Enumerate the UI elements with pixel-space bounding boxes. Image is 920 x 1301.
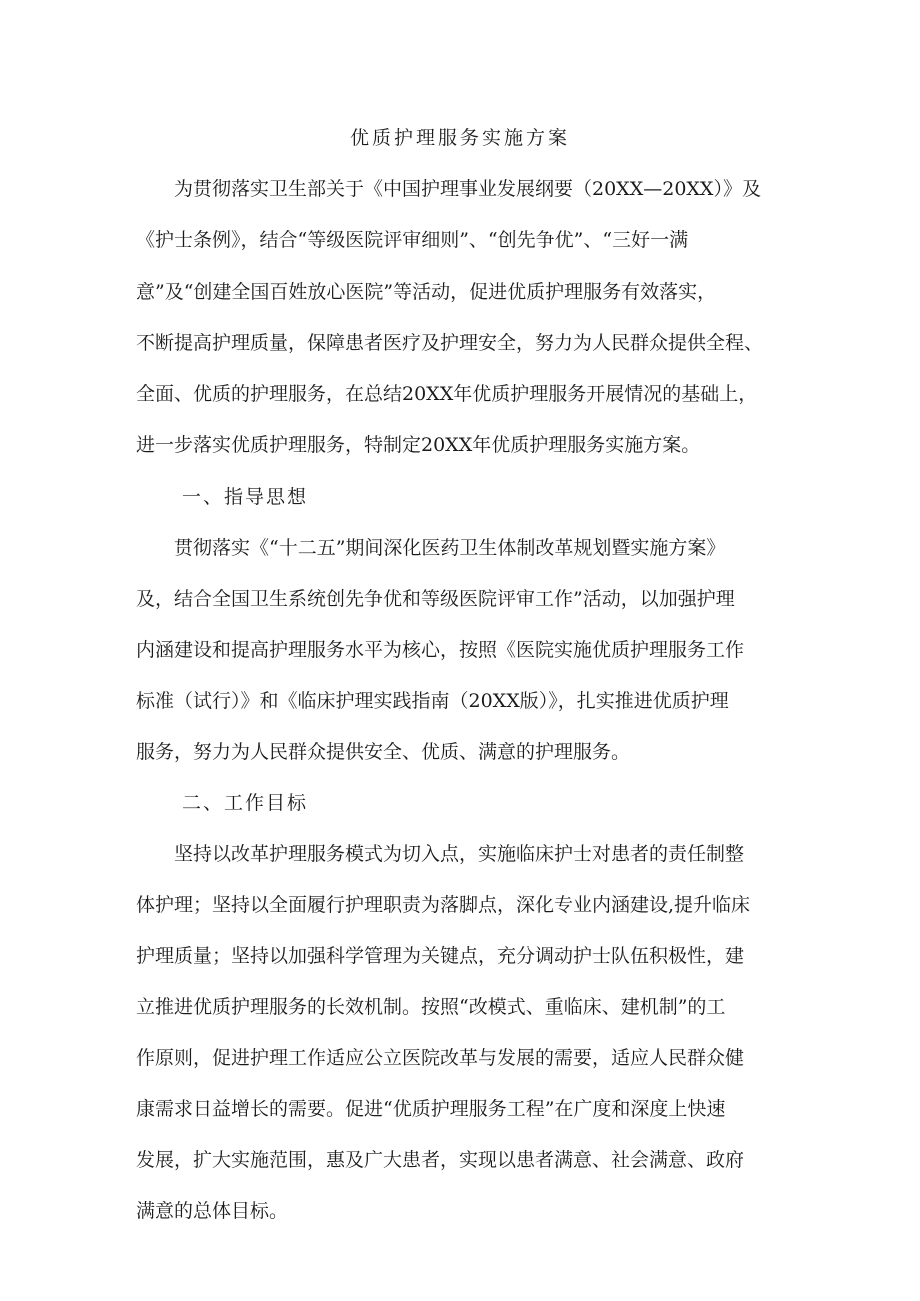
document-title: 优质护理服务实施方案 [349,127,570,149]
paragraph-line: 进一步落实优质护理服务，特制定20XX年优质护理服务实施方案。 [136,434,701,456]
paragraph-line: 内涵建设和提高护理服务水平为核心，按照《医院实施优质护理服务工作 [136,639,745,661]
section-heading-work-goals: 二、工作目标 [182,792,309,814]
paragraph-line: 标准（试行）》和《临床护理实践指南（20XX版）》，扎实推进优质护理 [136,690,729,712]
paragraph-line: 及，结合全国卫生系统创先争优和等级医院评审工作”活动，以加强护理 [136,588,735,610]
paragraph-line: 康需求日益增长的需要。促进“优质护理服务工程”在广度和深度上快速 [136,1098,726,1120]
paragraph-line: 坚持以改革护理服务模式为切入点，实施临床护士对患者的责任制整 [136,843,745,865]
paragraph-line: 贯彻落实《“十二五”期间深化医药卫生体制改革规划暨实施方案》 [136,537,726,559]
paragraph-line: 为贯彻落实卫生部关于《中国护理事业发展纲要（20XX—20XX）》及 [136,178,761,200]
paragraph-line: 不断提高护理质量，保障患者医疗及护理安全，努力为人民群众提供全程、 [136,332,764,354]
paragraph-line: 《护士条例》，结合“等级医院评审细则”、“创先争优”、“三好一满 [136,229,689,251]
paragraph-line: 服务，努力为人民群众提供安全、优质、满意的护理服务。 [136,741,631,763]
paragraph-line: 护理质量；坚持以加强科学管理为关键点，充分调动护士队伍积极性，建 [136,945,745,967]
section-heading-guiding-thought: 一、指导思想 [182,486,309,508]
paragraph-line: 发展，扩大实施范围，惠及广大患者，实现以患者满意、社会满意、政府 [136,1149,745,1171]
paragraph-line: 体护理；坚持以全面履行护理职责为落脚点，深化专业内涵建设,提升临床 [136,894,751,916]
paragraph-line: 作原则，促进护理工作适应公立医院改革与发展的需要，适应人民群众健 [136,1047,745,1069]
paragraph-line: 意”及“创建全国百姓放心医院”等活动，促进优质护理服务有效落实， [136,281,717,303]
paragraph-line: 立推进优质护理服务的长效机制。按照“改模式、重临床、建机制”的工 [136,996,726,1018]
paragraph-line: 全面、优质的护理服务，在总结20XX年优质护理服务开展情况的基础上， [136,383,758,405]
paragraph-line: 满意的总体目标。 [136,1200,289,1222]
